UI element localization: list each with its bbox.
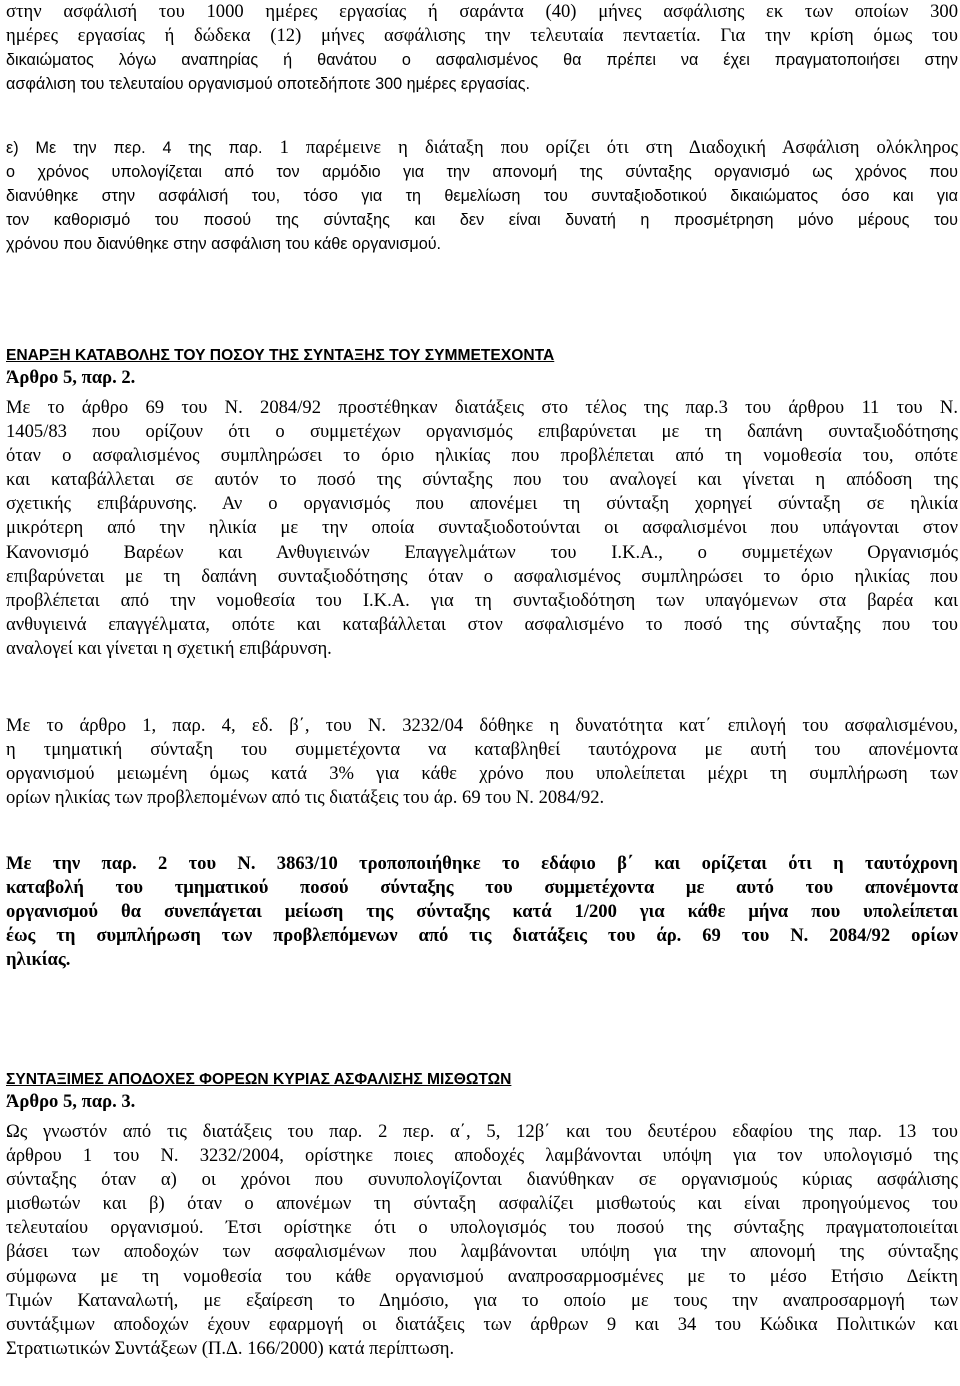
text-line: Με το άρθρο 1, παρ. 4, εδ. β΄, του Ν. 3232/04 δόθηκε η δυνατότητα κατ΄ επιλογή του ασφαλισμένου, (6, 715, 958, 736)
text-line: τον καθορισμό του ποσού της σύνταξης και δεν είναι δυνατή η προσμέτρηση μόνο μέρους του (6, 211, 958, 230)
intro-paragraph-cont (6, 48, 958, 96)
text-line: στην ασφάλισή του 1000 ημέρες εργασίας ή σαράντα (40) μήνες ασφάλισης εκ των οποίων 300 (6, 1, 958, 22)
section-heading: ΣΥΝΤΑΞΙΜΕΣ ΑΠΟΔΟΧΕΣ ΦΟΡΕΩΝ ΚΥΡΙΑΣ ΑΣΦΑΛΙΣΗΣ ΜΙΣΘΩΤΩΝ (6, 1071, 512, 1088)
text-line (6, 136, 958, 160)
text-line: επιβαρύνεται με τη δαπάνη συνταξιοδότησης όταν ο ασφαλισμένος συμπληρώσει το όριο ηλικίας που (6, 565, 958, 587)
text-line: άρθρου 1 του Ν. 3232/2004, ορίστηκε ποιες αποδοχές λαμβάνονται υπόψη για τον υπολογισμό της (6, 1145, 958, 1167)
text-line: προβλέπεται από την νομοθεσία του Ι.Κ.Α. για τη συνταξιοδότηση των υπαγόμενων στα βαρέα και (6, 589, 958, 611)
text-line: ο χρόνος υπολογίζεται από τον αρμόδιο για την απονομή της σύνταξης οργανισμό ως χρόνος που (6, 163, 958, 182)
text-line: καταβολή του τμηματικού ποσού σύνταξης του συμμετέχοντα με αυτό του απονέμοντα (6, 877, 958, 899)
text-line: η τμηματική σύνταξη του συμμετέχοντα να καταβληθεί ταυτόχρονα με αυτή του απονέμοντα (6, 739, 958, 761)
section-start-heading-block (6, 345, 958, 389)
text-line: σχετικής επιβάρυνσης. Αν ο οργανισμός που απονέμει τη σύνταξη χορηγεί σύνταξη σε ηλικία (6, 493, 958, 515)
text-line: μισθωτών και β) όταν ο απονέμων τη σύνταξη ασφαλίζει μισθωτούς και είναι προηγούμενος του (6, 1193, 958, 1215)
text-line: βάσει των αποδοχών των ασφαλισμένων που λαμβάνονται υπόψη για την απονομή της σύνταξης (6, 1241, 958, 1263)
section-start-paragraph-1 (6, 396, 958, 661)
text-line: ασφάλιση του τελευταίου οργανισμού οποτεδήποτε 300 ημέρες εργασίας. (6, 75, 530, 94)
text-line: σύμφωνα με τη νομοθεσία του κάθε οργανισμού αναπροσαρμοσμένες με το μέσο Ετήσιο Δείκτη (6, 1265, 958, 1287)
text-line: έως τη συμπλήρωση των προβλεπόμενων από τις διατάξεις του άρ. 69 του Ν. 2084/92 ορίων (6, 925, 958, 947)
text-line: ημέρες εργασίας ή δώδεκα (12) μήνες ασφάλισης την τελευταία πενταετία. Για την κρίση όμως του (6, 25, 958, 47)
intro-paragraph (6, 0, 958, 48)
section-start-paragraph-3 (6, 852, 958, 972)
text-line: Στρατιωτικών Συντάξεων (Π.Δ. 166/2000) κατά περίπτωση. (6, 1337, 455, 1359)
text-line: μικρότερη από την ηλικία με την οποία συνταξιοδοτούνται οι ασφαλισμένοι που υπάγονται στον (6, 517, 958, 539)
section-e-lead: ε) Με την περ. 4 της παρ. (6, 139, 263, 157)
section-earnings-heading-block (6, 1069, 958, 1113)
section-earnings-paragraph-1 (6, 1120, 958, 1361)
text-line: οργανισμού μειωμένη όμως κατά 3% για κάθε χρόνο που υπολείπεται μέχρι τη συμπλήρωση των (6, 763, 958, 785)
section-e-paragraph (6, 136, 958, 256)
text-line: σύνταξης όταν α) οι χρόνοι που συνυπολογίζονται διανύθηκαν σε οργανισμούς κύριας ασφάλισης (6, 1169, 958, 1191)
text-line: χρόνου που διανύθηκε στην ασφάλιση του κάθε οργανισμού. (6, 235, 442, 254)
section-e-first-line: 1 παρέμεινε η διάταξη που ορίζει ότι στη Διαδοχική Ασφάλιση ολόκληρος (279, 137, 959, 158)
text-line: συντάξιμων αποδοχών έχουν εφαρμογή οι διατάξεις των άρθρων 9 και 34 του Κώδικα Πολιτικών και (6, 1313, 958, 1335)
text-line: 1405/83 που ορίζουν ότι ο συμμετέχων οργανισμός επιβαρύνεται με τη δαπάνη συνταξιοδότησης (6, 421, 958, 443)
text-line: ορίων ηλικίας των προβλεπομένων από τις διατάξεις του άρ. 69 του Ν. 2084/92. (6, 787, 605, 809)
article-reference: Άρθρο 5, παρ. 3. (6, 1091, 136, 1112)
text-line: ηλικίας. (6, 949, 71, 971)
text-line: Με την παρ. 2 του Ν. 3863/10 τροποποιήθηκε το εδάφιο β΄ και ορίζεται ότι η ταυτόχρονη (6, 853, 958, 874)
text-line: Με το άρθρο 69 του Ν. 2084/92 προστέθηκαν διατάξεις στο τέλος της παρ.3 του άρθρου 11 του Ν. (6, 397, 958, 418)
section-heading: ΕΝΑΡΞΗ ΚΑΤΑΒΟΛΗΣ ΤΟΥ ΠΟΣΟΥ ΤΗΣ ΣΥΝΤΑΞΗΣ ΤΟΥ ΣΥΜΜΕΤΕΧΟΝΤΑ (6, 347, 555, 364)
text-line: Κανονισμό Βαρέων και Ανθυγιεινών Επαγγελμάτων του Ι.Κ.Α., ο συμμετέχων Οργανισμός (6, 541, 958, 563)
text-line: οργανισμού θα συνεπάγεται μείωση της σύνταξης κατά 1/200 για κάθε μήνα που υπολείπεται (6, 901, 958, 923)
text-line: διανύθηκε στην ασφάλισή του, τόσο για τη θεμελίωση του συνταξιοδοτικού δικαιώματος όσο και για (6, 187, 958, 206)
text-line: όταν ο ασφαλισμένος συμπληρώσει το όριο ηλικίας που προβλέπεται από τη νομοθεσία του, οπότε (6, 445, 958, 467)
text-line: Τιμών Καταναλωτή, με εξαίρεση το Δημόσιο, για το οποίο με τους την αναπροσαρμογή των (6, 1289, 958, 1311)
section-start-paragraph-2 (6, 714, 958, 810)
text-line: τελευταίου οργανισμού. Έτσι ορίστηκε ότι ο υπολογισμός του ποσού της σύνταξης πραγματοποιείται (6, 1217, 958, 1239)
article-reference: Άρθρο 5, παρ. 2. (6, 367, 136, 388)
text-line: αναλογεί και γίνεται η σχετική επιβάρυνση. (6, 637, 332, 659)
text-line: ανθυγιεινά επαγγέλματα, οπότε και καταβάλλεται στον ασφαλισμένο το ποσό της σύνταξης που του (6, 613, 958, 635)
text-line: δικαιώματος λόγω αναπηρίας ή θανάτου ο ασφαλισμένος θα πρέπει να έχει πραγματοποιήσει στην (6, 51, 958, 69)
text-line: Ως γνωστόν από τις διατάξεις του παρ. 2 περ. α΄, 5, 12β΄ και του δευτέρου εδαφίου της παρ. 13 του (6, 1121, 958, 1142)
text-line: και καταβάλλεται σε αυτόν το ποσό της σύνταξης που του αναλογεί και γίνεται η απόδοση της (6, 469, 958, 491)
